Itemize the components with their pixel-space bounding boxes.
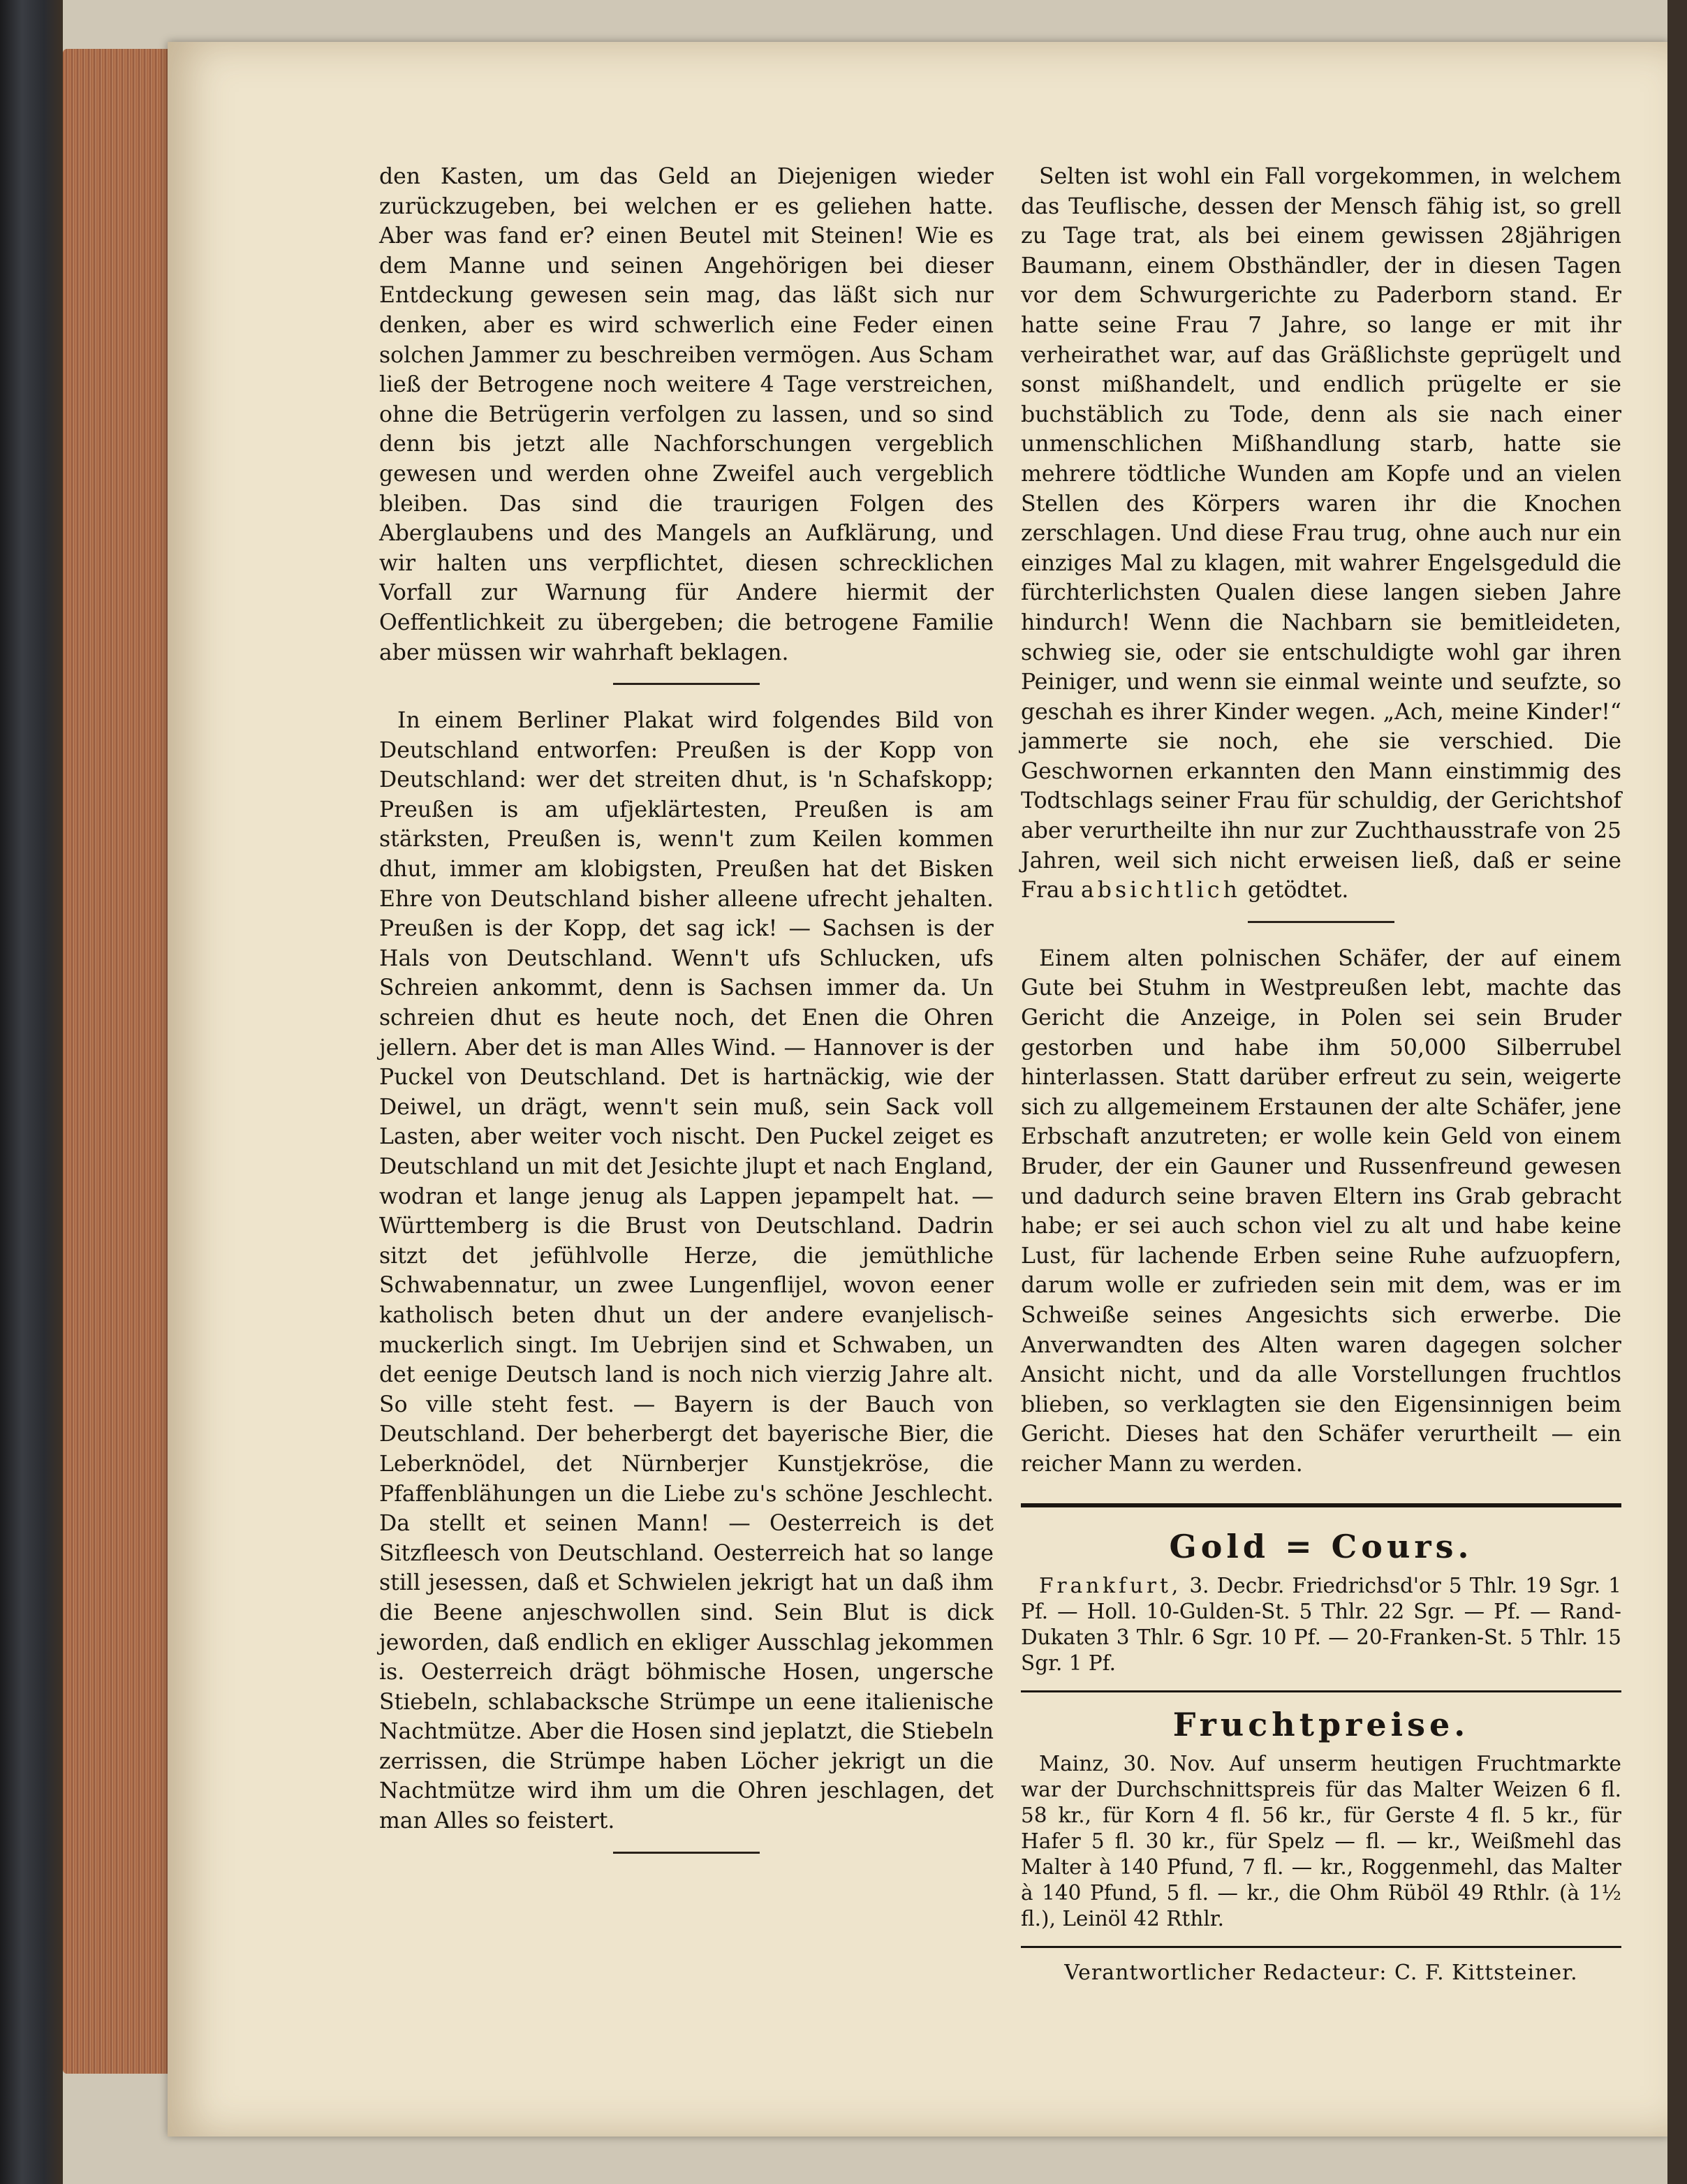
article-paderborn-text: Selten ist wohl ein Fall vorgekommen, in welchem das Teuflische, dessen der Mensch fähig ist, so grell zu Tage trat, als bei einem gewissen 28jährigen Baumann, einem Obsthändler, der in diesen Tagen vor dem Schwurgerichte zu Paderborn stand. Er hatte seine Frau 7 Jahre, so lange er mit ihr verheirathet war, auf das Gräßlichste geprügelt und sonst mißhandelt, und endlich prügelte er sie buchstäblich zu Tode, denn als sie nach einer unmenschlichen Mißhandlung starb, hatte sie mehrere tödtliche Wunden am Kopfe und an vielen Stellen des Körpers waren ihr die Knochen zerschlagen. Und diese Frau trug, ohne auch nur ein einziges Mal zu klagen, mit wahrer Engelsgeduld die fürchterlichsten Qualen diese langen sieben Jahre hindurch! Wenn die Nachbarn sie bemitleideten, schwieg sie, oder sie entschuldigte wohl gar ihren Peiniger, und wenn sie einmal weinte und seufzte, so geschah es ihrer Kinder wegen. „Ach, meine Kinder!“ jammerte sie noch, ehe sie verschied. Die Geschwornen erkannten den Mann einstimmig des Todtschlags seiner Frau für schuldig, der Gerichtshof aber verurtheilte ihn nur zur Zuchthausstrafe von 25 Jahren, weil sich nicht erweisen ließ, daß er seine Frau (1021, 164, 1621, 903)
editor-line: Verantwortlicher Redacteur: C. F. Kittsteiner. (1064, 1960, 1578, 1985)
right-column (1021, 162, 1621, 1985)
fruchtpreise-section (1021, 1751, 1621, 1932)
gold-cours-text (1021, 1573, 1621, 1676)
fruchtpreise-heading: Fruchtpreise. (1172, 1705, 1470, 1743)
article-divider (613, 683, 760, 685)
article-paderborn (1021, 162, 1621, 906)
article-divider (613, 1852, 760, 1854)
book-binding (0, 0, 63, 2184)
gold-cours-section (1021, 1573, 1621, 1676)
right-edge (1667, 0, 1687, 2184)
fruchtpreise-place: Mainz, (1039, 1751, 1110, 1776)
article-berlin-plakat: In einem Berliner Plakat wird folgendes Bild von Deutschland entworfen: Preußen is der Kopp von Deutschland: wer det streiten dhut, is 'n Schafskopp; Preußen is am ufjeklärtesten, Preußen is am stärksten, Preußen is, wenn't zum Keilen kommen dhut, immer am klobigsten, Preußen hat det Bisken Ehre von Deutschland bisher alleene ufrecht jehalten. Preußen is der Kopp, det sag ick! — Sachsen is der Hals von Deutschland. Wenn't ufs Schlucken, ufs Schreien ankommt, denn is Sachsen immer da. Un schreien dhut es heute noch, det Enen die Ohren jellern. Aber det is man Alles Wind. — Hannover is der Puckel von Deutschland. Det is hartnäckig, wie der Deiwel, un drägt, wenn't sein muß, sein Sack voll Lasten, aber weiter voch nischt. Den Puckel zeiget es Deutschland un mit det Jesichte jlupt et nach England, wodran et lange jenug als Lappen jepampelt hat. — Württemberg is die Brust von Deutschland. Dadrin sitzt det jefühlvolle Herze, die jemüthliche Schwabennatur, un zwee Lungenflijel, wovon eener katholisch beten dhut un der andere evanjelisch-muckerlich singt. Im Uebrijen sind et Schwaben, un det eenige Deutsch land is noch nich vierzig Jahre alt. So ville steht fest. — Bayern is der Bauch von Deutschland. Der beherbergt det bayerische Bier, die Leberknödel, det Nürnberjer Kunstjekröse, die Pfaffenblähungen un die Liebe zu's schöne Jeschlecht. Da stellt et seinen Mann! — Oesterreich is det Sitzfleesch von Deutschland. Oesterreich hat so lange still jesessen, daß et Schwielen jekrigt hat un daß ihm die Beene anjeschwollen sind. Sein Blut is dick jeworden, daß endlich en ekliger Ausschlag jekommen is. Oesterreich drägt böhmische Hosen, ungersche Stiebeln, schlabacksche Strümpe un eene italienische Nachtmütze. Aber die Hosen sind jeplatzt, die Stiebeln zerrissen, die Strümpe haben Löcher jekrigt un die Nachtmütze wird ihm um die Ohren jeschlagen, det man Alles so feistert. (379, 708, 994, 1834)
article-divider (1248, 921, 1394, 923)
section-rule (1021, 1946, 1621, 1948)
emphasis-word: absichtlich (1081, 878, 1241, 903)
article-paderborn-end: getödtet. (1247, 878, 1349, 903)
article-polish-shepherd: Einem alten polnischen Schäfer, der auf einem Gute bei Stuhm in Westpreußen lebt, machte das Gericht die Anzeige, in Polen sei sein Bruder gestorben und habe ihm 50,000 Silberrubel hinterlassen. Statt darüber erfreut zu sein, weigerte sich zu allgemeinem Erstaunen der alte Schäfer, jene Erbschaft anzutreten; er wolle kein Geld von einem Bruder, der ein Gauner und Russenfreund gewesen und dadurch seine braven Eltern ins Grab gebracht habe; er sei auch schon viel zu alt und habe keine Lust, für lachende Erben seine Ruhe aufzuopfern, darum wolle er zufrieden sein mit dem, was er im Schweiße seines Angesichts sich erwerbe. Die Anverwandten des Alten waren dagegen solcher Ansicht nicht, und da alle Vorstellungen fruchtlos blieben, so verklagten sie den Eigensinnigen beim Gericht. Dieses hat den Schäfer verurtheilt — ein reicher Mann zu werden. (1021, 945, 1621, 1477)
article-superstition-end: den Kasten, um das Geld an Diejenigen wieder zurückzugeben, bei welchen er es geliehen hatte. Aber was fand er? einen Beutel mit Steinen! Wie es dem Manne und seinen Angehörigen bei dieser Entdeckung gewesen sein mag, das läßt sich nur denken, aber es wird schwerlich eine Feder einen solchen Jammer zu beschreiben vermögen. Aus Scham ließ der Betrogene noch weitere 4 Tage verstreichen, ohne die Betrügerin verfolgen zu lassen, und so sind denn bis jetzt alle Nachforschungen vergeblich gewesen und werden ohne Zweifel auch vergeblich bleiben. Das sind die traurigen Folgen des Aberglaubens und des Mangels an Aufklärung, und wir halten uns verpflichtet, diesen schrecklichen Vorfall zur Warnung für Andere hiermit der Oeffentlichkeit zu übergeben; die betrogene Familie aber müssen wir wahrhaft beklagen. (379, 164, 994, 665)
fruchtpreise-text (1021, 1751, 1621, 1932)
gold-cours-rates: 3. Decbr. Friedrichsd'or 5 Thlr. 19 Sgr. 1 Pf. — Holl. 10-Gulden-St. 5 Thlr. 22 Sgr. — Pf. — Rand-Dukaten 3 Thlr. 6 Sgr. 10 Pf. — 20-Franken-St. 5 Thlr. 15 Sgr. 1 Pf. (1021, 1573, 1621, 1675)
section-rule (1021, 1503, 1621, 1507)
gold-cours-heading: Gold = Cours. (1169, 1527, 1473, 1565)
left-column (379, 162, 994, 1875)
fruchtpreise-prices: 30. Nov. Auf unserm heutigen Fruchtmarkte war der Durchschnittspreis für das Malter Weizen 6 fl. 58 kr., für Korn 4 fl. 56 kr., für Gerste 4 fl. 5 kr., für Hafer 5 fl. 30 kr., für Spelz — fl. — kr., Weißmehl das Malter à 140 Pfund, 7 fl. — kr., Roggenmehl, das Malter à 140 Pfund, 5 fl. — kr., die Ohm Rüböl 49 Rthlr. (à 1½ fl.), Leinöl 42 Rthlr. (1021, 1751, 1621, 1931)
gold-cours-place: Frankfurt, (1039, 1573, 1182, 1598)
section-rule (1021, 1690, 1621, 1692)
